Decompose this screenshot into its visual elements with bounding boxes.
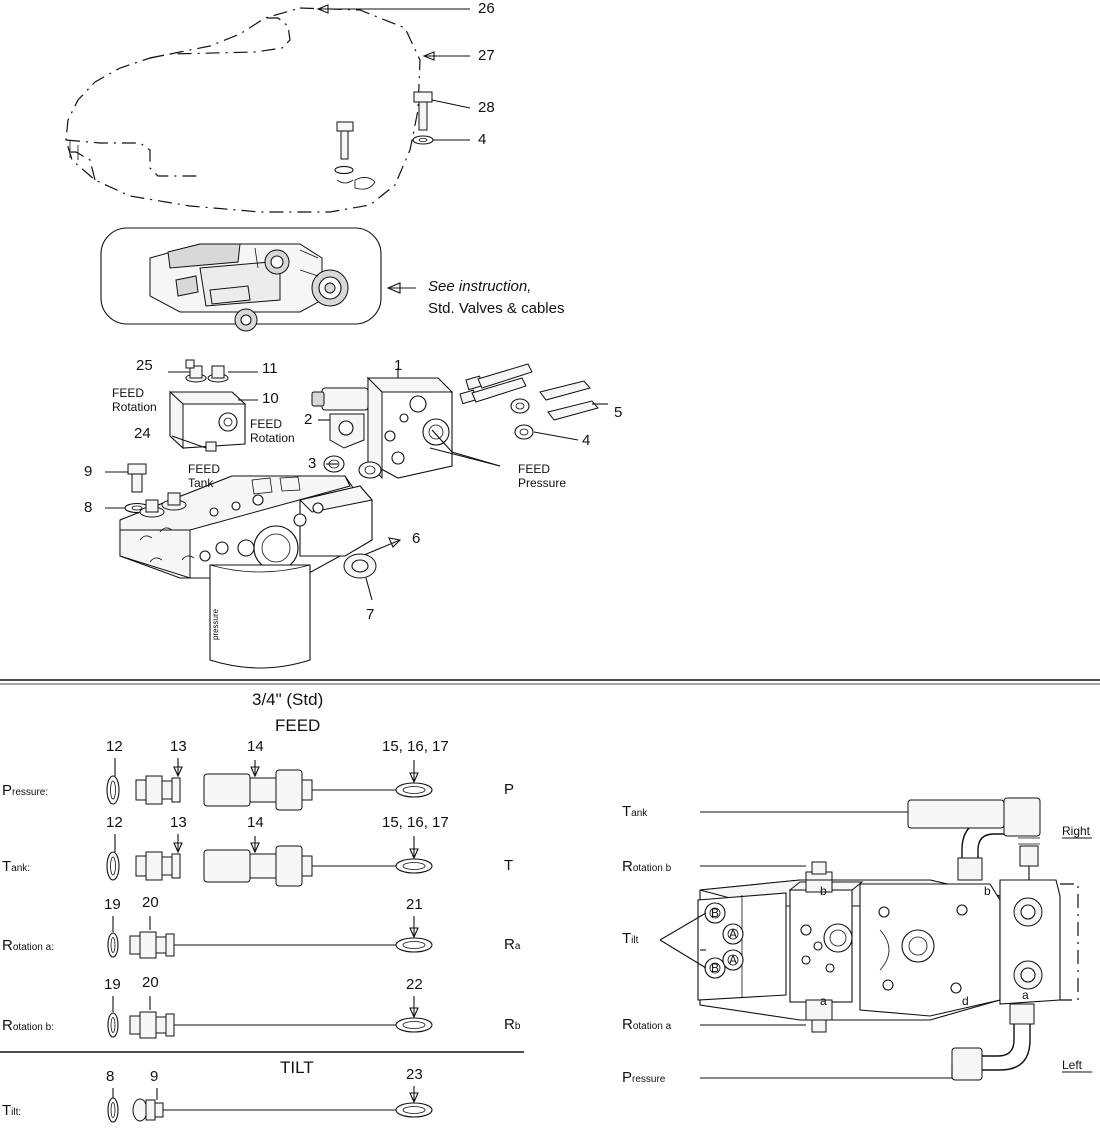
- hose-row-label-rotation-a: [2, 937, 54, 954]
- callout-11: 11: [262, 360, 278, 377]
- right-assembly-view: [660, 798, 1092, 1080]
- right-label-tilt-main: T: [622, 930, 632, 947]
- port-feed-rotation-2-line1: FEED: [250, 417, 283, 431]
- right-label-rotation-a-main: R: [622, 1016, 633, 1033]
- port-marker-b-2: b: [984, 884, 991, 898]
- hose-num-r4-c1: 19: [104, 976, 121, 993]
- callout-26: 26: [478, 0, 495, 17]
- right-label-rotation-a-sub: otation a: [632, 1021, 672, 1032]
- hose-row-label-rotation-b-sub: otation b:: [12, 1022, 54, 1033]
- right-label-rotation-b-main: R: [622, 858, 633, 875]
- right-label-rotation-a: [622, 1016, 671, 1033]
- right-label-tilt-sub: ilt: [631, 935, 639, 946]
- hose-port-rb-main: R: [504, 1016, 515, 1033]
- hose-num-r4-c2: 20: [142, 974, 159, 991]
- hose-num-r1-c4: 15, 16, 17: [382, 738, 449, 755]
- hose-row-label-tank-main: T: [2, 858, 12, 875]
- hose-port-ra: [504, 936, 520, 953]
- hose-section-feed: FEED: [275, 716, 321, 735]
- side-marker-left: Left: [1062, 1058, 1083, 1072]
- svg-text:pressure: pressure: [211, 608, 220, 640]
- hose-row-label-rotation-a-main: R: [2, 937, 13, 954]
- hose-port-t-main: T: [504, 857, 514, 874]
- callout-9: 9: [84, 463, 93, 480]
- hose-row-label-tank: [2, 858, 30, 875]
- hose-row-label-tilt-main: T: [2, 1102, 12, 1119]
- right-label-rotation-b-sub: otation b: [632, 863, 672, 874]
- hose-row-rotation-a: [108, 916, 432, 958]
- hose-row-label-rotation-b: [2, 1017, 54, 1034]
- hose-num-r1-c3: 14: [247, 738, 264, 755]
- hose-num-r3-c1: 19: [104, 896, 121, 913]
- fitting-7: [344, 554, 376, 600]
- right-label-tank-main: T: [622, 803, 632, 820]
- hose-num-tilt-c1: 8: [106, 1068, 115, 1085]
- hose-row-label-tilt-sub: ilt:: [11, 1107, 22, 1118]
- port-marker-a-1: a: [820, 994, 827, 1008]
- fitting-9: [105, 464, 146, 492]
- hose-num-r1-c1: 12: [106, 738, 123, 755]
- hose-num-r2-c3: 14: [247, 814, 264, 831]
- hose-row-label-tilt: [2, 1102, 21, 1119]
- port-marker-d: d: [962, 994, 969, 1008]
- hose-num-r3-c4: 21: [406, 896, 423, 913]
- port-marker-a-2: a: [1022, 988, 1029, 1002]
- right-label-pressure-sub: ressure: [632, 1074, 666, 1085]
- callout-7: 7: [366, 606, 375, 623]
- hose-section-tilt: TILT: [280, 1058, 314, 1077]
- callout-4-top: 4: [478, 131, 487, 148]
- valve-block-assembly: [105, 360, 608, 668]
- instruction-photo-box: [101, 228, 416, 331]
- bolt-28-left: [335, 122, 353, 183]
- hose-port-rb: [504, 1016, 520, 1033]
- hose-port-rb-sub: b: [514, 1021, 521, 1032]
- callout-1: 1: [394, 357, 403, 374]
- hose-num-r2-c2: 13: [170, 814, 187, 831]
- hose-port-p-main: P: [504, 781, 515, 798]
- right-label-tank-sub: ank: [631, 808, 648, 819]
- hose-num-r2-c1: 12: [106, 814, 123, 831]
- callout-25: 25: [136, 357, 153, 374]
- port-marker-b-1: b: [820, 884, 827, 898]
- hose-row-tank: [107, 834, 432, 886]
- port-feed-tank-line2: Tank: [188, 476, 214, 490]
- hose-num-r1-c2: 13: [170, 738, 187, 755]
- instruction-line1: See instruction,: [428, 278, 532, 295]
- hose-row-label-pressure-main: P: [2, 782, 13, 799]
- bolt-28: [414, 92, 470, 130]
- port-marker-A-2: A: [729, 953, 738, 967]
- hose-row-rotation-b: [108, 996, 432, 1038]
- right-label-rotation-b: [622, 858, 671, 875]
- hose-num-r4-c4: 22: [406, 976, 423, 993]
- port-feed-pressure-line2: Pressure: [518, 476, 567, 490]
- callout-27: 27: [478, 47, 495, 64]
- port-feed-pressure-line1: FEED: [518, 462, 551, 476]
- right-label-pressure-main: P: [622, 1069, 633, 1086]
- hose-port-ra-main: R: [504, 936, 515, 953]
- canopy-outline: [66, 8, 420, 212]
- hose-row-label-tank-sub: ank:: [11, 863, 31, 874]
- hose-row-tilt: [108, 1086, 432, 1122]
- right-label-tank: [622, 803, 647, 820]
- callout-3: 3: [308, 455, 317, 472]
- hose-row-label-rotation-b-main: R: [2, 1017, 13, 1034]
- port-marker-B-2: B: [711, 961, 720, 975]
- callout-4-valve: 4: [582, 432, 591, 449]
- hose-num-r2-c4: 15, 16, 17: [382, 814, 449, 831]
- port-marker-A-1: A: [729, 927, 738, 941]
- callout-5: 5: [614, 404, 623, 421]
- washer-4: [413, 136, 470, 144]
- port-feed-rotation-2-line2: Rotation: [250, 431, 295, 445]
- callout-6: 6: [412, 530, 421, 547]
- callout-28: 28: [478, 99, 495, 116]
- hose-port-t: [504, 857, 513, 874]
- hose-num-tilt-c3: 23: [406, 1066, 423, 1083]
- instruction-line2: Std. Valves & cables: [428, 300, 565, 317]
- hose-size-title: 3/4" (Std): [252, 690, 324, 709]
- bolt-group-5: [460, 364, 608, 420]
- hose-row-pressure: [107, 758, 432, 810]
- right-label-tilt: [622, 930, 638, 947]
- hose-port-ra-sub: a: [514, 941, 521, 952]
- port-marker-B-1: B: [711, 906, 720, 920]
- hose-row-label-pressure-sub: ressure:: [12, 787, 49, 798]
- callout-2: 2: [304, 411, 313, 428]
- hose-num-tilt-c2: 9: [150, 1068, 159, 1085]
- port-feed-rotation-1-line1: FEED: [112, 386, 145, 400]
- callout-8: 8: [84, 499, 93, 516]
- port-feed-tank-line1: FEED: [188, 462, 221, 476]
- port-feed-rotation-1-line2: Rotation: [112, 400, 157, 414]
- hose-row-label-pressure: [2, 782, 48, 799]
- callout-24: 24: [134, 425, 151, 442]
- right-label-pressure: [622, 1069, 665, 1086]
- hose-port-p: [504, 781, 514, 798]
- hose-row-label-rotation-a-sub: otation a:: [12, 942, 54, 953]
- hose-table: [0, 758, 524, 1122]
- side-marker-right: Right: [1062, 824, 1091, 838]
- hose-num-r3-c2: 20: [142, 894, 159, 911]
- callout-10: 10: [262, 390, 279, 407]
